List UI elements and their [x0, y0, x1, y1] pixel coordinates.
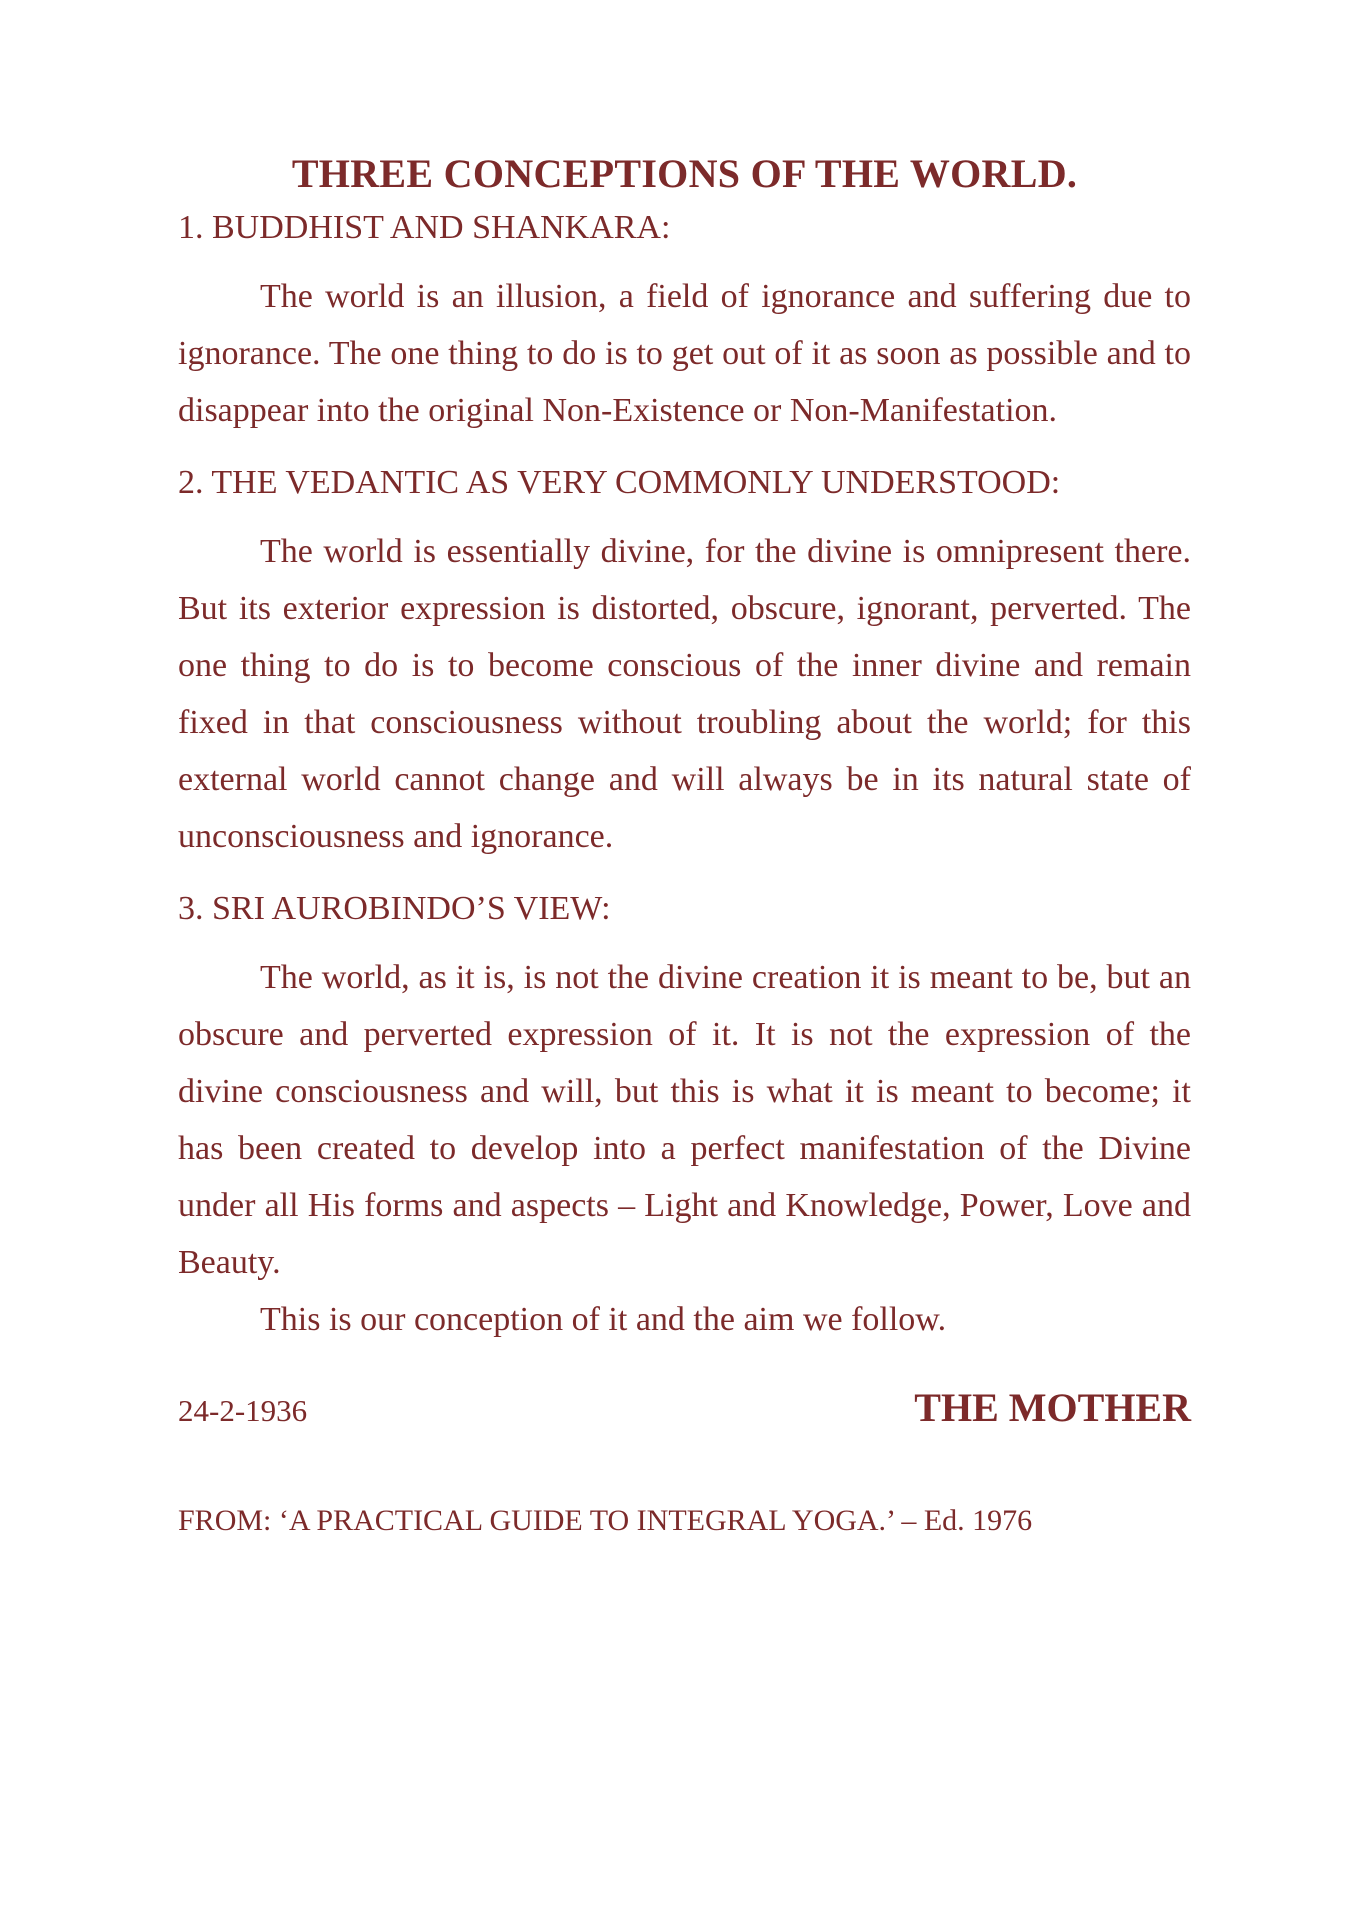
section-heading-2: 2. THE VEDANTIC AS VERY COMMONLY UNDERSTOOD: — [178, 464, 1061, 501]
page-title: THREE CONCEPTIONS OF THE WORLD. — [291, 151, 1078, 196]
signature-row — [178, 1386, 1191, 1433]
date: 24-2-1936 — [178, 1393, 308, 1428]
section-3-paragraph: The world, as it is, is not the divine creation it is meant to be, but an obscure and perverted expression of it. It is not the expression of the divine consciousness and will, but this is what it is meant to become; it has been created to develop into a perfect manifestation of the Divine under all His forms and aspects – Light and Knowledge, Power, Love and Beauty. — [178, 959, 1191, 1281]
section-heading-1: 1. BUDDHIST AND SHANKARA: — [178, 209, 671, 246]
document-page — [178, 150, 1191, 1541]
section-1-paragraph: The world is an illusion, a field of ignorance and suffering due to ignorance. The one thing to do is to get out of it as soon as possible and to disappear into the original Non-Existence or Non-Manifestation. — [178, 278, 1191, 429]
author-signature: THE MOTHER — [914, 1385, 1191, 1430]
source-citation: FROM: ‘A PRACTICAL GUIDE TO INTEGRAL YOGA.’ – Ed. 1976 — [178, 1504, 1033, 1537]
section-3-closing-paragraph: This is our conception of it and the aim we follow. — [260, 1301, 947, 1338]
section-2-paragraph: The world is essentially divine, for the divine is omnipresent there. But its exterior expression is distorted, obscure, ignorant, perverted. The one thing to do is to become conscious of the inner divine and remain fixed in that consciousness without troubling about the world; for this external world cannot change and will always be in its natural state of unconsciousness and ignorance. — [178, 533, 1191, 855]
section-heading-3: 3. SRI AUROBINDO’S VIEW: — [178, 890, 611, 927]
